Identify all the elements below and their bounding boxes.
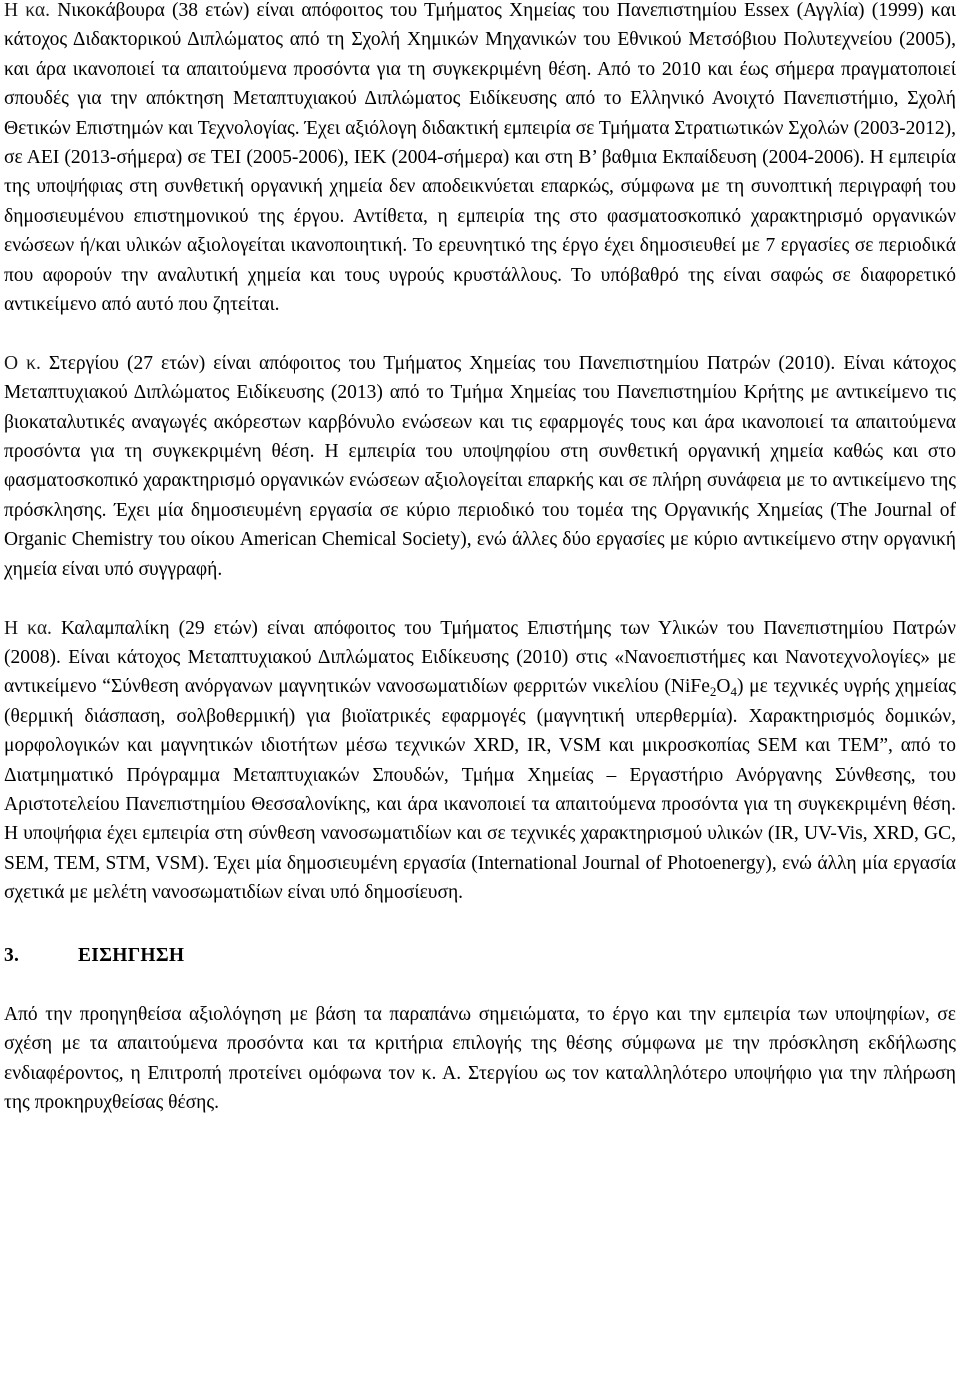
document-page — [4, 0, 956, 1118]
paragraph-spacer — [4, 319, 956, 348]
paragraph-lead: Η κα. — [4, 0, 51, 21]
paragraph-text: Στεργίου (27 ετών) είναι απόφοιτος του Τμήματος Χημείας του Πανεπιστημίου Πατρών (2010). Είναι κάτοχος Μεταπτυχιακού Διπλώματος Ειδίκευσης (2013) από το Τμήμα Χημείας του Πανεπιστημίου Κρήτης με αντικείμενο τις βιοκαταλυτικές αναγωγές ακόρεστων καρβόνυλο ενώσεων και τις εφαρμογές τους και άρα ικανοποιεί τα απαιτούμενα προσόντα για τη συγκεκριμένη θέση. Η εμπειρία του υποψηφίου στη συνθετική οργανική χημεία καθώς και στο φασματοσκοπικό χαρακτηρισμό οργανικών ενώσεων αξιολογείται επαρκής και σε πλήρη συνάφεια με το αντικείμενο της πρόσκλησης. Έχει μία δημοσιευμένη εργασία σε κύριο περιοδικό του τομέα της Οργανικής Χημείας (The Journal of Organic Chemistry του οίκου American Chemical Society), ενώ άλλες δύο εργασίες με κύριο αντικείμενο στην οργανική χημεία είναι υπό συγγραφή. — [4, 352, 956, 580]
section-title: ΕΙΣΗΓΗΣΗ — [78, 944, 185, 966]
conclusion-paragraph: Από την προηγηθείσα αξιολόγηση με βάση τα παραπάνω σημειώματα, το έργο και την εμπειρία των υποψηφίων, σε σχέση με τα απαιτούμενα προσόντα και τα κριτήρια επιλογής της θέσης σύμφωνα με την πρόσκληση εκδήλωσης ενδιαφέροντος, η Επιτροπή προτείνει ομόφωνα τον κ. Α. Στεργίου ως τον καταλληλότερο υποψήφιο για την πλήρωση της προκηρυχθείσας θέσης. — [4, 1003, 956, 1114]
paragraph-text: O — [716, 676, 731, 698]
paragraph-lead: Η κα. — [4, 617, 52, 639]
paragraph-text: ) με τεχνικές υγρής χημείας (θερμική διάσπαση, σολβοθερμική) για βιοϊατρικές εφαρμογές (μαγνητική υπερθερμία). Χαρακτηρισμός δομικών, μορφολογικών και μαγνητικών ιδιοτήτων μέσω τεχνικών XRD, IR, VSM και μικροσκοπίας SEM και TEM”, από το Διατμηματικό Πρόγραμμα Μεταπτυχιακών Σπουδών, Τμήμα Χημείας – Εργαστήριο Ανόργανης Σύνθεσης, του Αριστοτελείου Πανεπιστημίου Θεσσαλονίκης, και άρα ικανοποιεί τα απαιτούμενα προσόντα για τη συγκεκριμένη θέση. Η υποψήφια έχει εμπειρία στη σύνθεση νανοσωματιδίων και σε τεχνικές χαρακτηρισμού υλικών (IR, UV-Vis, XRD, GC, SEM, TEM, STM, VSM). Έχει μία δημοσιευμένη εργασία (International Journal of Photoenergy), ενώ άλλη μία εργασία σχετικά με μελέτη νανοσωματιδίων είναι υπό δημοσίευση. — [4, 676, 956, 904]
subscript: 2 — [709, 684, 717, 700]
candidate-paragraph-nikokavoura — [4, 0, 956, 319]
paragraph-lead: Ο κ. — [4, 352, 41, 374]
paragraph-text: Καλαμπαλίκη (29 ετών) είναι απόφοιτος του Τμήματος Επιστήμης των Υλικών του Πανεπιστημίου Πατρών (2008). Είναι κάτοχος Μεταπτυχιακού Διπλώματος Ειδίκευσης (2010) στις «Νανοεπιστήμες και Νανοτεχνολογίες» με αντικείμενο “Σύνθεση ανόργανων μαγνητικών νανοσωματιδίων φερριτών νικελίου (NiFe — [4, 617, 956, 698]
candidate-paragraph-stergiou — [4, 349, 956, 584]
section-number: 3. — [4, 944, 20, 966]
paragraph-text: Νικοκάβουρα (38 ετών) είναι απόφοιτος του Τμήματος Χημείας του Πανεπιστημίου Essex (Αγγλία) (1999) και κάτοχος Διδακτορικού Διπλώματος από τη Σχολή Χημικών Μηχανικών του Εθνικού Μετσόβιου Πολυτεχνείου (2005), και άρα ικανοποιεί τα απαιτούμενα προσόντα για τη συγκεκριμένη θέση. Από το 2010 και έως σήμερα πραγματοποιεί σπουδές για την απόκτηση Μεταπτυχιακού Διπλώματος Ειδίκευσης από το Ελληνικό Ανοιχτό Πανεπιστήμιο, Σχολή Θετικών Επιστημών και Τεχνολογίας. Έχει αξιόλογη διδακτική εμπειρία σε Τμήματα Στρατιωτικών Σχολών (2003-2012), σε ΑΕΙ (2013-σήμερα) σε ΤΕΙ (2005-2006), ΙΕΚ (2004-σήμερα) και στη Β’ βαθμια Εκπαίδευση (2004-2006). Η εμπειρία της υποψήφιας στη συνθετική οργανική χημεία δεν αποδεικνύεται επαρκώς, σύμφωνα με τη συνοπτική περιγραφή του δημοσιευμένου επιστημονικού της έργου. Αντίθετα, η εμπειρία της στο φασματοσκοπικό χαρακτηρισμό οργανικών ενώσεων ή/και υλικών αξιολογείται ικανοποιητική. Το ερευνητικό της έργο έχει δημοσιευθεί με 7 εργασίες σε περιοδικά που αφορούν την αναλυτική χημεία και τους υγρούς κρυστάλλους. Το υπόβαθρό της είναι σαφώς σε διαφορετικό αντικείμενο από αυτό που ζητείται. — [4, 0, 956, 316]
subscript: 4 — [730, 684, 737, 700]
candidate-paragraph-kalampaliki — [4, 614, 956, 908]
section-heading — [4, 941, 956, 970]
paragraph-spacer — [4, 584, 956, 613]
